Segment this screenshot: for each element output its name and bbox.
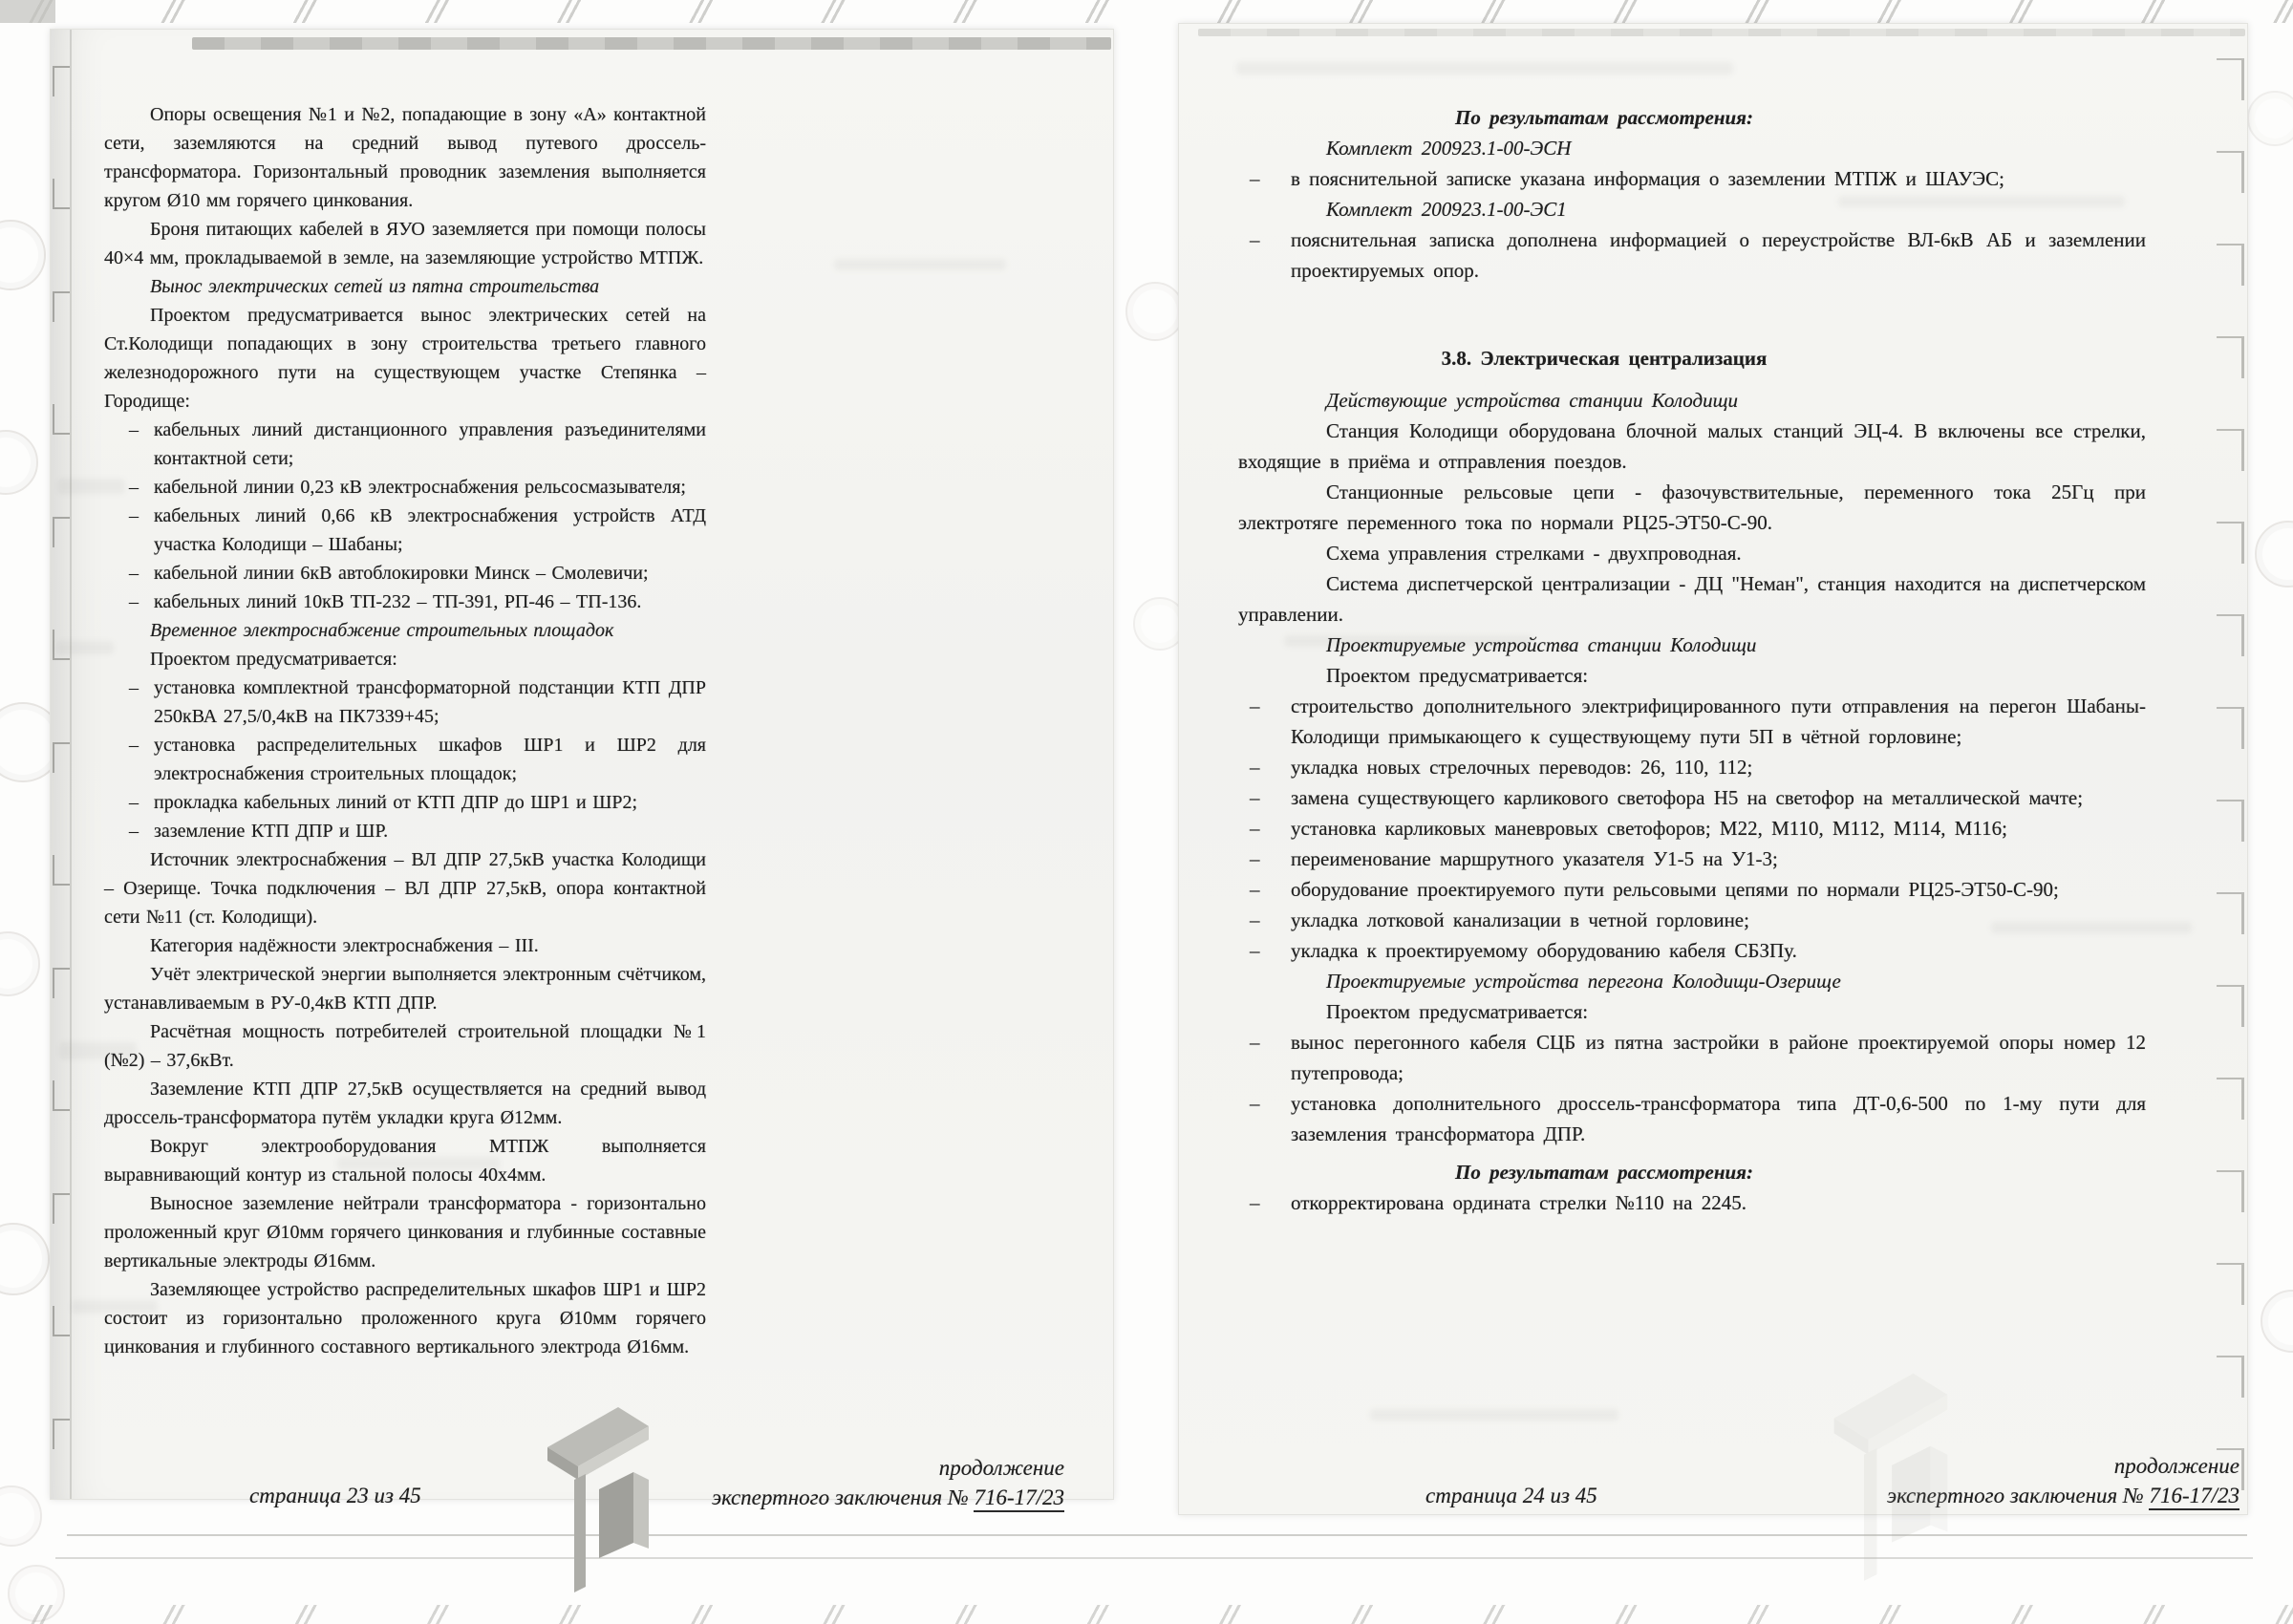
guilloche-emblem: [2255, 521, 2293, 588]
guilloche-emblem: [2261, 1290, 2293, 1353]
paragraph: Станционные рельсовые цепи - фазочувствительные, переменного тока 25Гц при электротяге переменного тока по нормали РЦ25-ЭТ50-С-90.: [1238, 481, 2146, 534]
italic-heading: Проектируемые устройства станции Колодищи: [1326, 633, 1757, 656]
section-heading: 3.8. Электрическая централизация: [1441, 347, 1768, 370]
list-item-text: в пояснительной записке указана информация о заземлении МТПЖ и ШАУЭС;: [1291, 167, 2004, 190]
binding-mark: [53, 1193, 70, 1224]
italic-heading: Комплект 200923.1-00-ЭСН: [1326, 137, 1572, 160]
italic-heading: Действующие устройства станции Колодищи: [1326, 389, 1738, 412]
spacer: [1238, 1149, 2146, 1157]
deco-strip-bottom: [0, 1605, 2293, 1624]
paragraph: Заземляющее устройство распределительных шкафов ШР1 и ШР2 состоит из горизонтально проложенного круга Ø10мм горячего цинкования и глубинного составного вертикального электрода Ø16мм.: [104, 1279, 706, 1357]
page-number-label: страница 24 из 45: [1425, 1484, 1597, 1507]
list-item: [1238, 844, 2146, 874]
page-sheet-left: [50, 29, 1114, 1509]
list-item: [1238, 813, 2146, 844]
continuation-prefix: экспертного заключения №: [711, 1485, 975, 1509]
paragraph: Проектом предусматривается:: [1326, 1000, 1589, 1023]
list-item-text: укладка лотковой канализации в четной горловине;: [1291, 908, 1749, 931]
continuation-number: 716-17/23: [2149, 1484, 2239, 1510]
deco-strip-top: [0, 0, 2293, 23]
corner-mark: [2217, 1356, 2244, 1398]
corner-mark: [2217, 151, 2244, 193]
paragraph: Система диспетчерской централизации - ДЦ "Неман", станция находится на диспетчерском управлении.: [1238, 572, 2146, 626]
binding-mark: [53, 855, 70, 886]
list-item-text: кабельных линий 0,66 кВ электроснабжения устройств АТД участка Колодищи – Шабаны;: [154, 505, 706, 555]
list-item: [104, 559, 706, 588]
ink-smudge: [1284, 635, 1532, 647]
guilloche-emblem: [2247, 91, 2293, 146]
paragraph: Учёт электрической энергии выполняется электронным счётчиком, устанавливаемым в РУ-0,4кВ КТП ДПР.: [104, 964, 706, 1014]
corner-mark: [2217, 707, 2244, 749]
ink-smudge: [337, 1157, 500, 1170]
ink-smudge: [58, 479, 125, 494]
list-item: [1238, 163, 2146, 194]
list-item: [1238, 752, 2146, 782]
list-item: [104, 416, 706, 473]
scan-edge-strip: [1198, 29, 2245, 36]
scan-edge-strip: [192, 37, 1111, 50]
results-heading: По результатам рассмотрения:: [1455, 1161, 1753, 1184]
spacer: [1238, 374, 2146, 385]
paragraph: Расчётная мощность потребителей строительной площадки №1 (№2) – 37,6кВт.: [104, 1021, 706, 1071]
binding-mark: [53, 404, 70, 435]
paragraph: Станция Колодищи оборудована блочной малых станций ЭЦ-4. В включены все стрелки, входящие в приёма и отправления поездов.: [1238, 419, 2146, 473]
list-item-text: прокладка кабельных линий от КТП ДПР до ШР1 и ШР2;: [154, 792, 638, 813]
binding-mark: [53, 1419, 70, 1449]
binding-mark: [53, 1080, 70, 1111]
paragraph: Проектом предусматривается вынос электрических сетей на Ст.Колодищи попадающих в зону строительства третьего главного железнодорожного пути на существующем участке Степянка – Городище:: [104, 305, 706, 412]
page-sheet-right: [1178, 23, 2248, 1515]
list-item-text: кабельной линии 6кВ автоблокировки Минск – Смолевичи;: [154, 563, 649, 584]
list-item-text: вынос перегонного кабеля СЦБ из пятна застройки в районе проектируемой опоры номер 12 путепровода;: [1291, 1031, 2146, 1084]
list-item: [1238, 935, 2146, 966]
binding-mark: [53, 742, 70, 773]
page-body: [104, 100, 706, 1361]
list-item: [104, 473, 706, 502]
guilloche-emblem: [0, 931, 40, 996]
list-item-text: установка комплектной трансформаторной подстанции КТП ДПР 250кВА 27,5/0,4кВ на ПК7339+45;: [154, 677, 706, 727]
list-item-text: установка карликовых маневровых светофоров; М22, М110, М112, М114, М116;: [1291, 817, 2007, 840]
list-item-text: строительство дополнительного электрифицированного пути отправления на перегон Шабаны-Колодищи примыкающего к существующему пути 5П в чётной горловине;: [1291, 694, 2146, 748]
paragraph: Заземление КТП ДПР 27,5кВ осуществляется на средний вывод дроссель-трансформатора путём укладки круга Ø12мм.: [104, 1079, 706, 1128]
list-item-text: замена существующего карликового светофора Н5 на светофор на металлической мачте;: [1291, 786, 2084, 809]
paragraph: Проектом предусматривается:: [1326, 664, 1589, 687]
list-item-text: переименование маршрутного указателя У1-5 на У1-3;: [1291, 847, 1778, 870]
corner-mark: [2217, 244, 2244, 286]
list-item-text: кабельных линий 10кВ ТП-232 – ТП-391, РП-46 – ТП-136.: [154, 591, 642, 612]
paragraph: Броня питающих кабелей в ЯУО заземляется при помощи полосы 40×4 мм, прокладываемой в земле, на заземляющие устройство МТПЖ.: [104, 219, 706, 268]
corner-mark: [2217, 1263, 2244, 1305]
guilloche-emblem: [8, 1565, 65, 1622]
corner-mark: [2217, 614, 2244, 656]
paragraph: Проектом предусматривается:: [150, 649, 397, 670]
ink-smudge: [1236, 62, 1733, 75]
list-item-text: установка дополнительного дроссель-трансформатора типа ДТ-0,6-500 по 1-му пути для заземления трансформатора ДПР.: [1291, 1092, 2146, 1145]
list-item-text: кабельных линий дистанционного управления разъединителями контактной сети;: [154, 419, 706, 469]
continuation-number: 716-17/23: [974, 1485, 1064, 1512]
corner-mark: [2217, 800, 2244, 842]
expertise-logo-watermark: [546, 1398, 651, 1598]
binding-mark: [53, 291, 70, 322]
continuation-line1: продолжение: [2113, 1454, 2239, 1478]
paragraph: Выносное заземление нейтрали трансформатора - горизонтально проложенный круг Ø10мм горячего цинкования и глубинные составные вертикальные электроды Ø16мм.: [104, 1193, 706, 1271]
guilloche-emblem: [1125, 282, 1185, 341]
guilloche-emblem: [0, 220, 46, 290]
corner-mark: [2217, 58, 2244, 100]
list-item-text: укладка новых стрелочных переводов: 26, 110, 112;: [1291, 756, 1753, 779]
corner-mark: [2217, 1170, 2244, 1212]
corner-mark: [2217, 985, 2244, 1027]
list-item: [1238, 224, 2146, 286]
continuation-line2: [712, 1483, 1064, 1512]
list-item: [1238, 1187, 2146, 1218]
list-item-text: заземление КТП ДПР и ШР.: [154, 821, 389, 842]
list-item: [104, 731, 706, 788]
list-item: [1238, 782, 2146, 813]
list-item: [104, 673, 706, 731]
list-item-text: установка распределительных шкафов ШР1 и ШР2 для электроснабжения строительных площадок;: [154, 735, 706, 784]
paragraph: Схема управления стрелками - двухпроводная.: [1326, 542, 1742, 565]
list-item-text: пояснительная записка дополнена информацией о переустройстве ВЛ-6кВ АБ и заземлении проектируемых опор.: [1291, 228, 2146, 282]
binding-mark: [53, 66, 70, 96]
results-heading: По результатам рассмотрения:: [1455, 106, 1753, 129]
list-item: [104, 588, 706, 616]
list-item-text: откорректирована ордината стрелки №110 на 2245.: [1291, 1191, 1747, 1214]
binding-edge-line: [70, 30, 72, 1499]
ink-smudge: [1370, 1409, 1618, 1421]
binding-mark: [53, 179, 70, 209]
corner-mark: [2217, 892, 2244, 934]
binding-mark: [53, 968, 70, 998]
guilloche-emblem: [0, 1485, 42, 1547]
list-item: [1238, 1088, 2146, 1149]
list-item: [104, 817, 706, 845]
paragraph: Категория надёжности электроснабжения – III.: [150, 935, 539, 956]
list-item-text: кабельной линии 0,23 кВ электроснабжения рельсосмазывателя;: [154, 477, 686, 498]
continuation-prefix: экспертного заключения №: [1886, 1484, 2150, 1507]
binding-mark: [53, 1306, 70, 1336]
paragraph: Опоры освещения №1 и №2, попадающие в зону «А» контактной сети, заземляются на средний вывод путевого дроссель-трансформатора. Горизонтальный проводник заземления выполняется кругом Ø10 мм горячего цинкования.: [104, 104, 706, 211]
list-item: [104, 502, 706, 559]
guilloche-emblem: [0, 1223, 50, 1295]
italic-heading: Проектируемые устройства перегона Колодищи-Озерище: [1326, 970, 1841, 993]
italic-heading: Временное электроснабжение строительных площадок: [150, 620, 614, 641]
ink-smudge: [834, 259, 1006, 270]
expertise-logo-watermark-faint: [1832, 1362, 1949, 1587]
paragraph: Источник электроснабжения – ВЛ ДПР 27,5кВ участка Колодищи – Озерище. Точка подключения – ВЛ ДПР 27,5кВ, опора контактной сети №11 (ст. Колодищи).: [104, 849, 706, 928]
list-item: [1238, 1027, 2146, 1088]
list-item-text: оборудование проектируемого пути рельсовыми цепями по нормали РЦ25-ЭТ50-С-90;: [1291, 878, 2059, 901]
binding-mark: [53, 517, 70, 547]
ink-smudge: [1991, 922, 2192, 933]
corner-mark: [2217, 429, 2244, 471]
italic-heading: Комплект 200923.1-00-ЭС1: [1326, 198, 1567, 221]
guilloche-emblem: [0, 430, 38, 495]
list-item: [104, 788, 706, 817]
corner-mark: [2217, 1078, 2244, 1120]
paragraph: Вокруг электрооборудования МТПЖ выполняется выравнивающий контур из стальной полосы 40х4мм.: [104, 1136, 706, 1186]
list-item-text: укладка к проектируемому оборудованию кабеля СБЗПу.: [1291, 939, 1797, 962]
continuation-line1: продолжение: [938, 1456, 1064, 1480]
spacer: [1238, 286, 2146, 343]
ink-smudge: [72, 1300, 158, 1314]
continuation-note: [712, 1453, 1064, 1512]
italic-heading: Вынос электрических сетей из пятна строительства: [150, 276, 600, 297]
ink-smudge: [1838, 196, 2125, 207]
corner-mark: [2217, 522, 2244, 564]
page-number-label: страница 23 из 45: [249, 1484, 421, 1507]
list-item: [1238, 691, 2146, 752]
corner-mark: [2217, 336, 2244, 378]
page-body: [1238, 102, 2146, 1218]
list-item: [1238, 874, 2146, 905]
ink-smudge: [60, 1042, 137, 1059]
ink-smudge: [56, 641, 114, 654]
